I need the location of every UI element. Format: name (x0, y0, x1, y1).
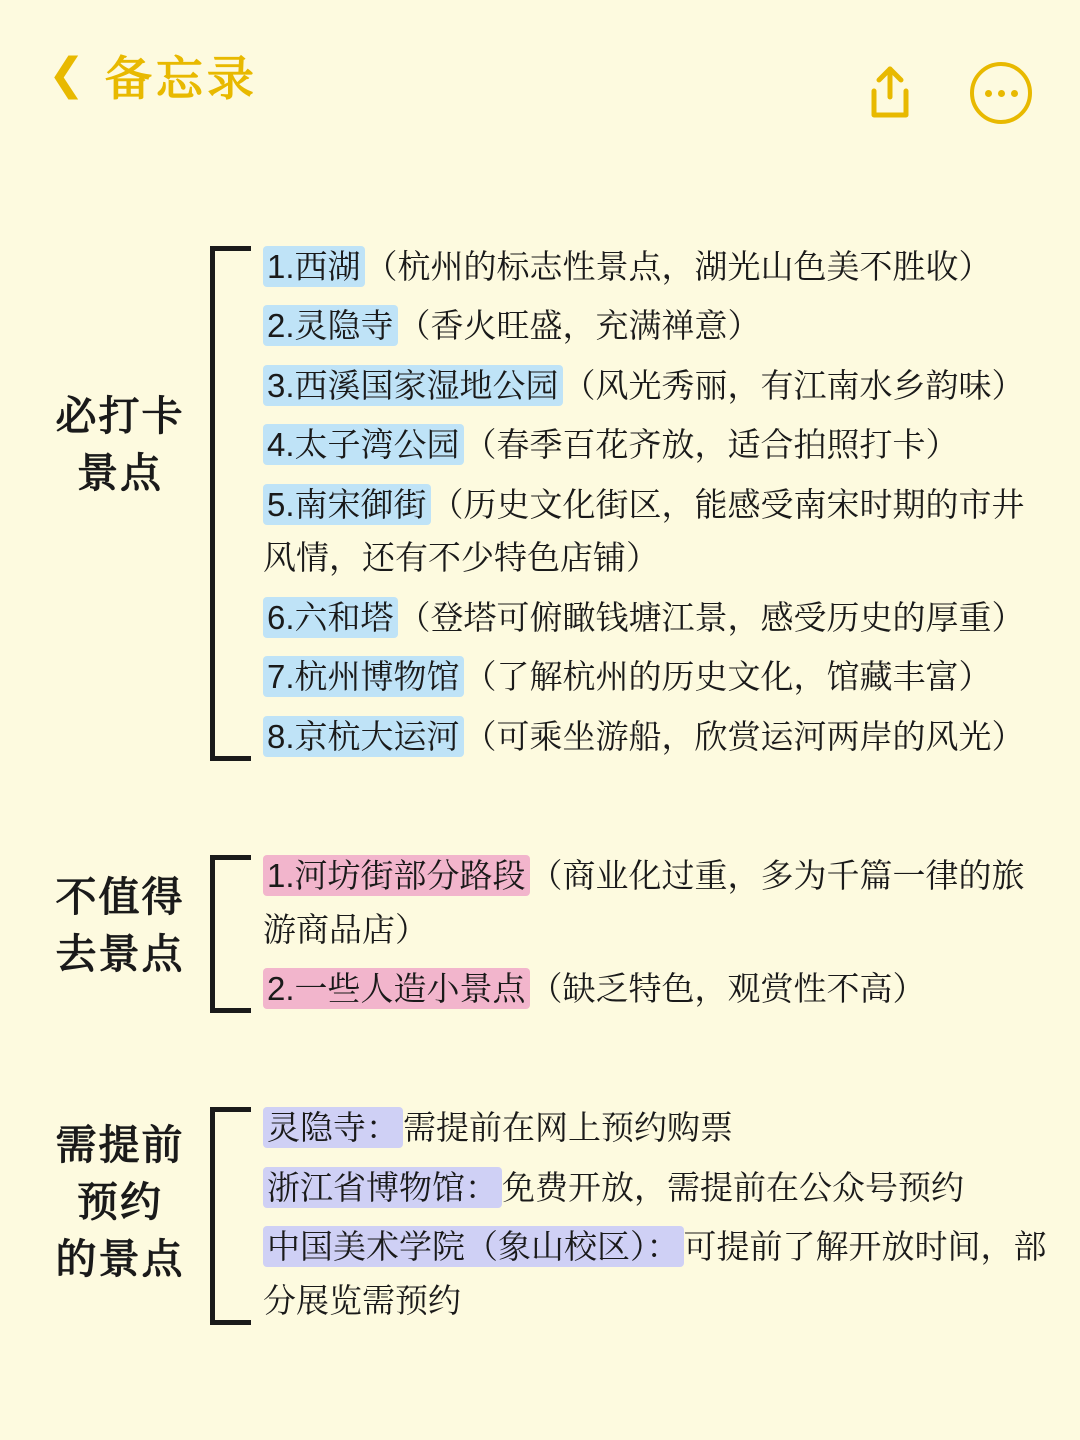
item-detail: （可乘坐游船，欣赏运河两岸的风光） (463, 717, 1025, 755)
list-item (263, 650, 1050, 703)
page-title: 备忘录 (104, 51, 258, 105)
item-detail: （商业化过重，多为千篇一律的旅游商品店） (263, 857, 1025, 948)
header-actions (866, 62, 1032, 124)
section-label-line: 需提前 (55, 1122, 185, 1169)
item-detail: （杭州的标志性景点，湖光山色美不胜收） (364, 248, 992, 285)
list-item (263, 710, 1050, 763)
list-item (263, 591, 1050, 644)
section-label-line: 必打卡 (55, 393, 185, 439)
bracket-decoration (210, 246, 251, 761)
list-item (263, 478, 1050, 585)
item-detail: 可提前了解开放时间，部分展览需预约 (263, 1228, 1047, 1319)
list-item (263, 240, 1050, 293)
item-key: 灵隐寺： (263, 1107, 403, 1148)
section-label-not-worth (30, 847, 210, 982)
item-key: 浙江省博物馆： (263, 1167, 502, 1208)
list-item (263, 962, 1050, 1015)
section-not-worth-visiting (30, 847, 1050, 1021)
item-detail: （香火旺盛，充满禅意） (397, 307, 761, 345)
list-item (263, 299, 1050, 352)
list-item (263, 1101, 1050, 1154)
item-detail: （了解杭州的历史文化，馆藏丰富） (463, 658, 992, 696)
list-item (263, 418, 1050, 471)
item-key: 中国美术学院（象山校区）： (263, 1226, 684, 1267)
item-key: 2.灵隐寺 (263, 305, 398, 346)
more-dot (1011, 90, 1018, 97)
item-key: 1.西湖 (263, 246, 365, 287)
section-label-line: 去景点 (55, 930, 185, 977)
item-detail: （缺乏特色，观赏性不高） (529, 969, 926, 1007)
section-body-not-worth (263, 847, 1050, 1021)
item-key: 5.南宋御街 (263, 484, 431, 525)
item-detail: （春季百花齐放，适合拍照打卡） (463, 426, 959, 464)
section-label-line: 景点 (77, 449, 163, 496)
share-icon[interactable] (866, 65, 914, 121)
app-header (0, 0, 1080, 150)
item-detail: 需提前在网上预约购票 (403, 1109, 733, 1147)
section-label-line: 的景点 (55, 1235, 185, 1282)
more-options-icon[interactable] (970, 62, 1032, 124)
section-body-reservation (263, 1099, 1050, 1333)
item-key: 8.京杭大运河 (263, 716, 464, 757)
note-content (0, 150, 1080, 1333)
section-must-visit (30, 238, 1050, 769)
bracket-decoration (210, 855, 251, 1013)
item-key: 1.河坊街部分路段 (263, 855, 530, 896)
item-key: 2.一些人造小景点 (263, 968, 530, 1009)
more-dot (985, 90, 992, 97)
item-detail: （历史文化街区，能感受南宋时期的市井风情，还有不少特色店铺） (263, 485, 1025, 577)
item-key: 7.杭州博物馆 (263, 656, 464, 697)
section-body-must-visit (263, 238, 1050, 769)
list-item (263, 1161, 1050, 1214)
item-key: 6.六和塔 (263, 597, 398, 638)
item-detail: 免费开放，需提前在公众号预约 (502, 1168, 964, 1206)
item-detail: （登塔可俯瞰钱塘江景，感受历史的厚重） (397, 598, 1025, 636)
section-label-reservation (30, 1099, 210, 1287)
chevron-left-icon[interactable]: ❮ (48, 50, 85, 99)
list-item (263, 1220, 1050, 1327)
bracket-decoration (210, 1107, 251, 1325)
item-detail: （风光秀丽，有江南水乡韵味） (562, 366, 1025, 404)
item-key: 3.西溪国家湿地公园 (263, 365, 563, 406)
section-reservation-required (30, 1099, 1050, 1333)
more-dot (998, 90, 1005, 97)
section-label-must-visit (30, 238, 210, 501)
list-item (263, 849, 1050, 956)
item-key: 4.太子湾公园 (263, 424, 464, 465)
section-label-line: 预约 (77, 1179, 163, 1226)
section-label-line: 不值得 (55, 874, 185, 921)
list-item (263, 359, 1050, 412)
